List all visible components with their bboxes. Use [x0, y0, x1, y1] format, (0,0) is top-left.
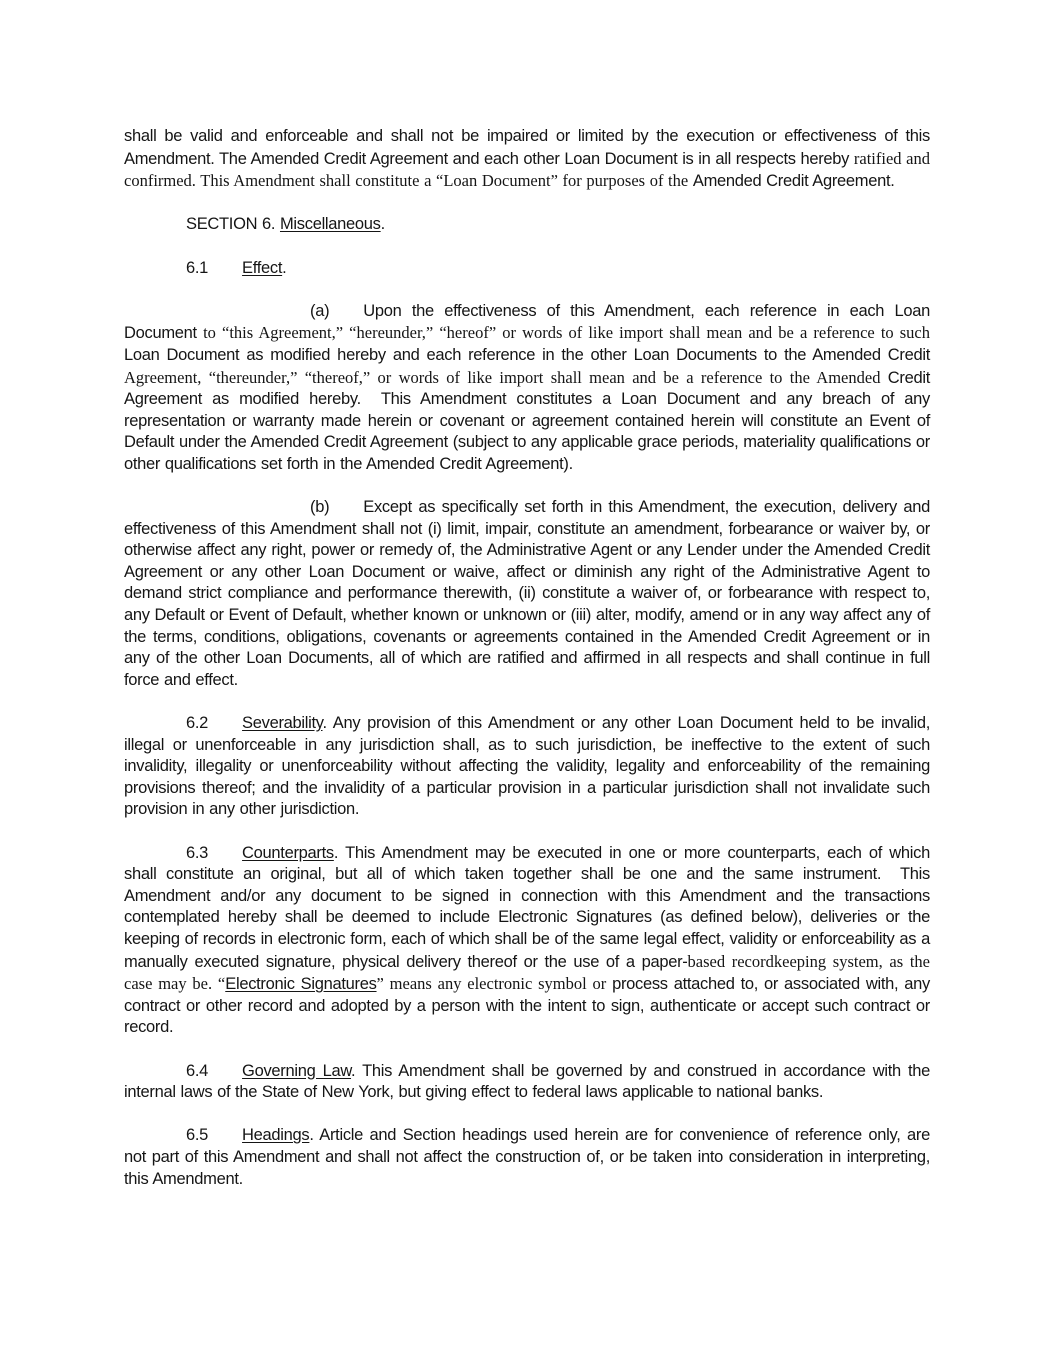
text-run: Governing Law — [242, 1061, 352, 1080]
text-run: 6.1 — [186, 258, 209, 277]
text-run: Loan Document as modified hereby and each reference in the other Loan Documents to the Amended Credit — [124, 345, 935, 364]
text-run: . Any provision of this Amendment or any other Loan Document held to be invalid, illegal or unenforceable in any jurisdiction shall, as to such jurisdiction, be ineffective to the extent of such invalidity, illegality or unenforceability without affecting the validity, legality and enforceability of the remaining provisions thereof; and the invalidity of a particular provision in a particular jurisdiction shall not invalidate such provision in any other jurisdiction. — [124, 714, 935, 819]
paragraph-6-5-headings — [124, 1125, 935, 1190]
text-run: 6.2 — [186, 714, 209, 733]
text-run: to “this Agreement,” “hereunder,” “hereof” or words of like import shall mean and be a reference to such — [203, 323, 935, 343]
paragraph-6-3-counterparts — [124, 843, 935, 1039]
text-run: shall be valid and enforceable and shall not be impaired or limited by the execution or effectiveness of this Amendment. The Amended Credit Agreement and each other Loan Document is in all respects hereby — [124, 127, 934, 168]
text-run: Miscellaneous — [279, 215, 381, 234]
text-run: Upon the effectiveness of this Amendment, each reference in each Loan Document — [124, 301, 935, 343]
text-run: Agreement, “thereunder,” “thereof,” or words of like import shall mean and be a reference to the Amended — [124, 367, 888, 387]
text-run: . This Amendment shall be governed by and construed in accordance with the internal laws of the State of New York, but giving effect to federal laws applicable to national banks. — [124, 1061, 935, 1102]
text-run: . This Amendment may be executed in one or more counterparts, each of which shall constitute an original, but all of which taken together shall be one and the same instrument. This Amendment and/or any document to be signed in connection with this Amendment and the transactions contemplated hereby shall be deemed to include Electronic Signatures (as defined below), deliveries or the keeping of records in electronic form, each of which shall be of the same legal effect, validity or enforceability as a manually executed signature, physical delivery thereof or the use of a paper- — [124, 843, 935, 971]
text-run: . Article and Section headings used herein are for convenience of reference only, are not part of this Amendment and shall not affect the construction of, or be taken into consideration in interpreting, this Amendment. — [124, 1126, 935, 1188]
text-run: Headings — [242, 1126, 310, 1145]
paragraph-ratification-continuation — [124, 126, 935, 193]
text-run: 6.5 — [186, 1126, 209, 1145]
text-run: Severability — [242, 714, 323, 733]
text-run: Electronic Signatures — [225, 975, 377, 994]
text-run: Effect — [242, 258, 283, 277]
text-run: . — [282, 258, 287, 277]
paragraph-6-2-severability — [124, 713, 935, 821]
text-run: . — [380, 215, 385, 234]
text-run: SECTION 6. — [186, 215, 280, 234]
text-run: (a) — [310, 301, 330, 320]
text-run: 6.4 — [186, 1061, 209, 1080]
text-run: ratified and confirmed. This Amendment shall constitute a “Loan Document” for purposes of the — [124, 148, 935, 191]
text-run: based recordkeeping system, as the case may be. “ — [124, 951, 935, 994]
text-run: Except as specifically set forth in this Amendment, the execution, delivery and effectiveness of this Amendment shall not (i) limit, impair, constitute an amendment, forbearance or waiver by, or otherwise affect any right, power or remedy of, the Administrative Agent or any Lender under the Amended Credit Agreement or any other Loan Document or waive, affect or diminish any right of the Administrative Agent to demand strict compliance and performance therewith, (ii) constitute a waiver of, or forbearance with respect to, any Default or Event of Default, whether known or unknown or (iii) alter, modify, amend or in any way affect any of the terms, conditions, obligations, covenants or agreements contained in the Amended Credit Agreement or in any of the other Loan Documents, all of which are ratified and affirmed in all respects and shall continue in full force and effect. — [124, 498, 935, 689]
paragraph-6-1-a — [124, 301, 935, 476]
text-run: Credit Agreement as modified hereby. This Amendment constitutes a Loan Document and any breach of any representation or warranty made herein or covenant or agreement contained herein will constitute an Event of Default under the Amended Credit Agreement (subject to any applicable grace periods, materiality qualifications or other qualifications set forth in the Amended Credit Agreement). — [124, 368, 935, 473]
text-run: Amended Credit Agreement. — [692, 172, 895, 191]
text-run: Counterparts — [242, 843, 334, 862]
section-6-1-heading — [124, 258, 930, 280]
paragraph-6-1-b — [124, 497, 935, 691]
section-6-heading — [124, 214, 930, 236]
text-run: ” means any electronic symbol or — [376, 974, 613, 994]
text-run: process attached to, or associated with, any contract or other record and adopted by a person with the intent to sign, authenticate or accept such contract or record. — [124, 975, 935, 1037]
text-run: 6.3 — [186, 843, 209, 862]
text-run: (b) — [310, 498, 330, 517]
paragraph-6-4-governing-law — [124, 1061, 935, 1104]
